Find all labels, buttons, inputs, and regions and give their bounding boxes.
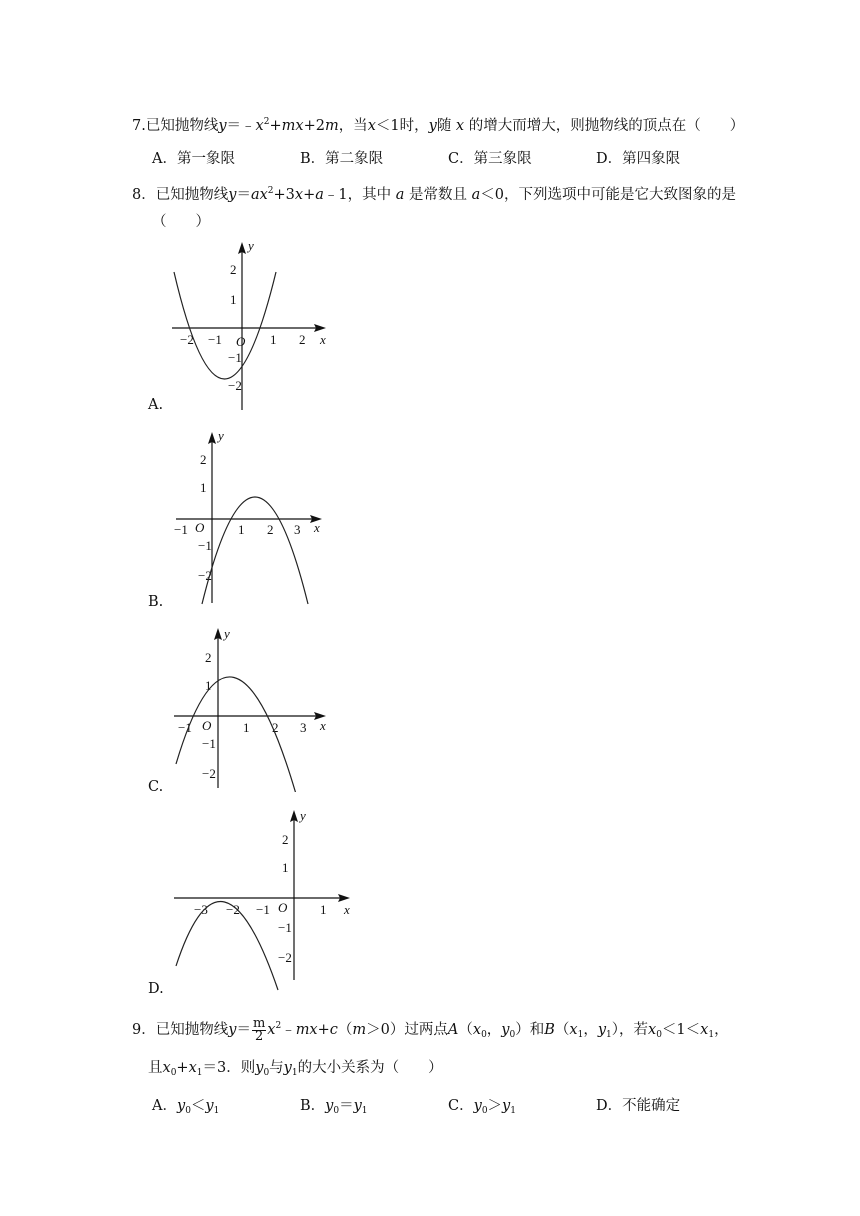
q9-option-c[interactable]: C．$y_0>y_1$ xyxy=(448,1098,516,1116)
svg-text:x: x xyxy=(344,902,350,917)
q9-option-a[interactable]: A．$y_0<y_1$ xyxy=(152,1098,220,1116)
svg-text:2: 2 xyxy=(272,720,279,735)
q8-choice-b-label: B. xyxy=(148,594,164,610)
svg-text:−2: −2 xyxy=(198,568,212,583)
svg-text:2: 2 xyxy=(267,522,274,537)
svg-text:−1: −1 xyxy=(174,522,188,537)
graph-a-svg xyxy=(168,238,338,416)
graph-d-svg xyxy=(168,808,358,996)
svg-text:O: O xyxy=(236,334,246,349)
svg-text:1: 1 xyxy=(200,480,207,495)
svg-text:y: y xyxy=(300,808,306,823)
q8-graph-a[interactable] xyxy=(168,238,338,416)
q9-option-b[interactable]: B．$y_0=y_1$ xyxy=(300,1098,368,1116)
q7-number: 7. xyxy=(132,118,146,134)
svg-text:2: 2 xyxy=(200,452,207,467)
q8-graph-c[interactable] xyxy=(168,626,338,792)
svg-text:2: 2 xyxy=(205,650,212,665)
svg-text:O: O xyxy=(195,520,205,535)
svg-text:1: 1 xyxy=(243,720,250,735)
svg-text:x: x xyxy=(314,520,320,535)
graph-b-svg xyxy=(168,428,338,608)
svg-text:1: 1 xyxy=(238,522,245,537)
q7-stem: 7.已知抛物线$y=﹣x^2+mx+2m$，当x＜1时，y随 x 的增大而增大，则抛物线的顶点在（ ） xyxy=(132,117,745,134)
q7-option-a[interactable]: A．第一象限 xyxy=(152,151,235,167)
svg-text:−2: −2 xyxy=(278,950,292,965)
q9-stem: 9．已知抛物线y＝ $\frac{m}{2}$ $x^2﹣mx+c(m>0)$过两点$A(x_0$，$y_0$）和$B(x_1$，$y_1$），若$x_0<1<x_1$， xyxy=(132,1015,729,1044)
q8-choice-d-label: D. xyxy=(148,981,164,997)
svg-text:−2: −2 xyxy=(180,332,194,347)
fraction-m-over-2: $\frac{m}{2}$ xyxy=(252,1015,266,1044)
svg-text:−1: −1 xyxy=(256,902,270,917)
graph-c-svg xyxy=(168,626,338,792)
svg-text:O: O xyxy=(202,718,212,733)
q7-option-d[interactable]: D．第四象限 xyxy=(596,151,681,167)
svg-text:−1: −1 xyxy=(198,538,212,553)
q8-stem: 8．已知抛物线$y=ax^2+3x+a﹣1$，其中 a 是常数且 a＜0，下列选项中可能是它大致图象的是 xyxy=(132,186,736,203)
q8-answer-paren: （ ） xyxy=(152,214,210,230)
q7-option-b[interactable]: B．第二象限 xyxy=(300,151,384,167)
q7-option-c[interactable]: C．第三象限 xyxy=(448,151,532,167)
svg-text:−2: −2 xyxy=(228,378,242,393)
svg-text:−1: −1 xyxy=(202,736,216,751)
svg-text:2: 2 xyxy=(230,262,237,277)
svg-text:1: 1 xyxy=(230,292,237,307)
svg-text:−3: −3 xyxy=(194,902,208,917)
q8-graph-b[interactable] xyxy=(168,428,338,608)
q9-stem-line2: 且$x_0+x_1=3$．则$y_0$与$y_1$的大小关系为（ ） xyxy=(148,1060,443,1078)
svg-text:−1: −1 xyxy=(278,920,292,935)
svg-text:1: 1 xyxy=(270,332,277,347)
svg-text:2: 2 xyxy=(299,332,306,347)
svg-text:1: 1 xyxy=(205,678,212,693)
svg-text:−1: −1 xyxy=(228,350,242,365)
q8-number: 8． xyxy=(132,187,156,203)
svg-text:−1: −1 xyxy=(178,720,192,735)
svg-text:1: 1 xyxy=(320,902,327,917)
svg-text:y: y xyxy=(248,238,254,253)
svg-text:2: 2 xyxy=(282,832,289,847)
svg-text:−2: −2 xyxy=(202,766,216,781)
svg-text:3: 3 xyxy=(294,522,301,537)
q9-number: 9． xyxy=(132,1022,156,1038)
svg-text:x: x xyxy=(320,718,326,733)
svg-text:3: 3 xyxy=(300,720,307,735)
q8-choice-c-label: C. xyxy=(148,779,164,795)
q9-option-d[interactable]: D．不能确定 xyxy=(596,1098,681,1114)
svg-text:1: 1 xyxy=(282,860,289,875)
svg-text:y: y xyxy=(224,626,230,641)
q8-graph-d[interactable] xyxy=(168,808,358,996)
q8-choice-a-label: A. xyxy=(148,397,164,413)
svg-text:y: y xyxy=(218,428,224,443)
svg-text:O: O xyxy=(278,900,288,915)
svg-text:−1: −1 xyxy=(208,332,222,347)
svg-text:x: x xyxy=(320,332,326,347)
svg-text:−2: −2 xyxy=(226,902,240,917)
